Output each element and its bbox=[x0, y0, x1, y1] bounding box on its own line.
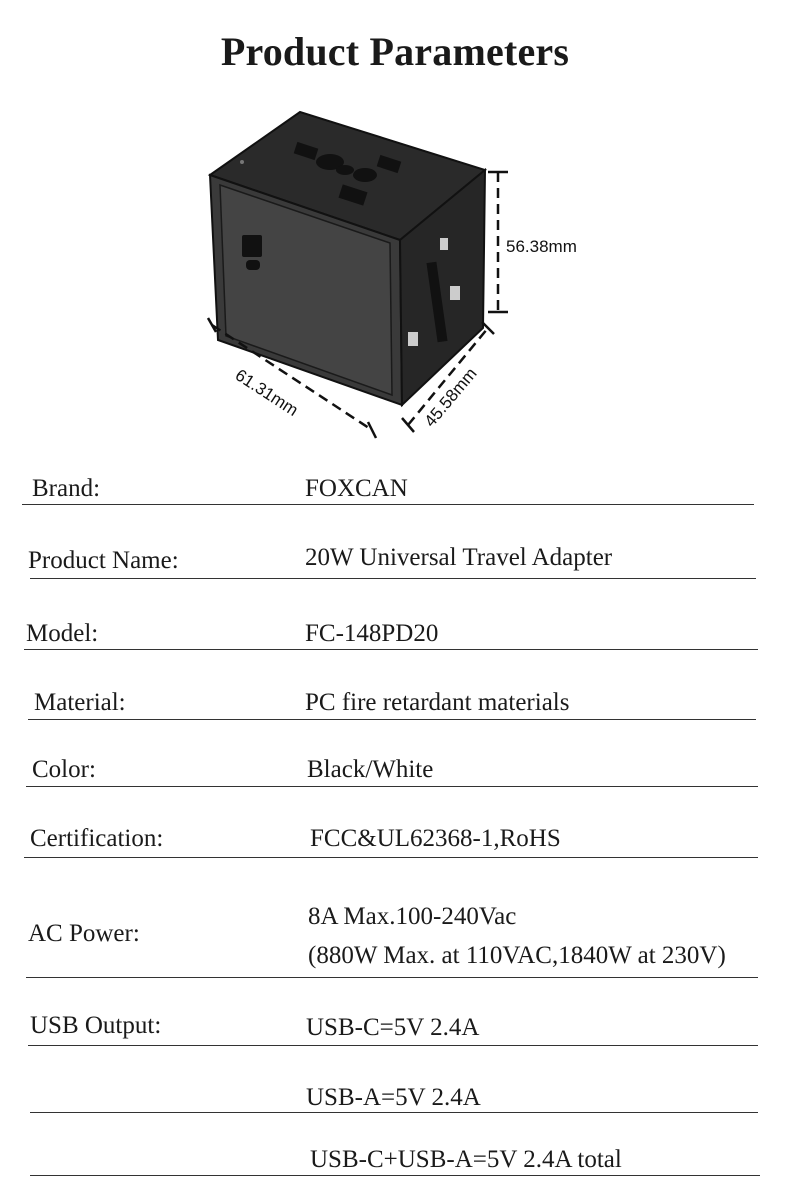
row-divider bbox=[22, 504, 754, 505]
spec-value-secondary: (880W Max. at 110VAC,1840W at 230V) bbox=[308, 942, 726, 969]
spec-value: FCC&UL62368-1,RoHS bbox=[310, 825, 561, 852]
dimension-annotations bbox=[0, 0, 790, 460]
row-divider bbox=[28, 719, 756, 720]
spec-label: Certification: bbox=[30, 825, 164, 852]
row-divider bbox=[26, 977, 758, 978]
row-divider bbox=[30, 578, 756, 579]
row-divider bbox=[30, 1112, 758, 1113]
width-dimension: 61.31mm bbox=[231, 365, 302, 420]
spec-value: PC fire retardant materials bbox=[305, 689, 570, 716]
spec-label: Product Name: bbox=[28, 547, 179, 574]
row-divider bbox=[24, 857, 758, 858]
spec-label: Model: bbox=[26, 620, 99, 647]
depth-dimension: 45.58mm bbox=[420, 364, 481, 431]
spec-value: 20W Universal Travel Adapter bbox=[305, 544, 613, 571]
spec-value: FOXCAN bbox=[305, 475, 408, 502]
spec-value: USB-A=5V 2.4A bbox=[306, 1084, 481, 1111]
height-dimension: 56.38mm bbox=[506, 237, 577, 256]
spec-value: Black/White bbox=[307, 756, 434, 783]
spec-label: Color: bbox=[32, 756, 96, 783]
row-divider bbox=[26, 786, 758, 787]
spec-value: USB-C=5V 2.4A bbox=[306, 1014, 480, 1041]
spec-label: USB Output: bbox=[30, 1012, 162, 1039]
spec-label: AC Power: bbox=[28, 920, 140, 947]
spec-label: Brand: bbox=[32, 475, 101, 502]
page-title: Product Parameters bbox=[220, 29, 570, 74]
spec-value: FC-148PD20 bbox=[305, 620, 439, 647]
spec-value: USB-C+USB-A=5V 2.4A total bbox=[310, 1146, 622, 1173]
spec-value: 8A Max.100-240Vac bbox=[308, 903, 517, 930]
row-divider bbox=[28, 1045, 758, 1046]
spec-label: Material: bbox=[34, 689, 126, 716]
row-divider bbox=[24, 649, 758, 650]
row-divider bbox=[30, 1175, 760, 1176]
